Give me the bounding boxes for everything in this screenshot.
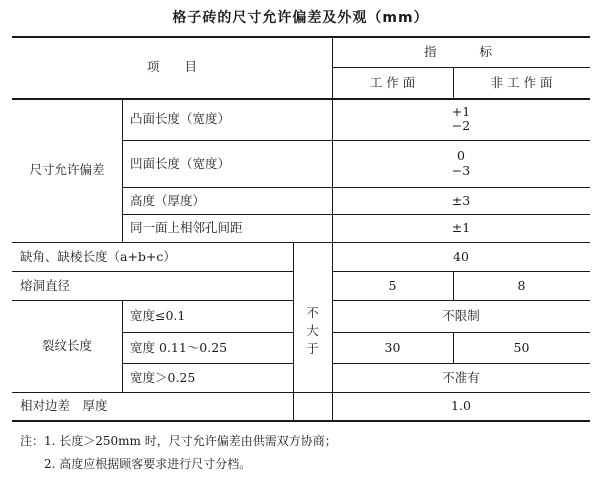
- row-crack-2-nonworking: 50: [513, 339, 530, 355]
- convex-plus: +1: [451, 103, 471, 119]
- row-crack-3-label: 宽度＞0.25: [130, 369, 196, 385]
- header-indicator: 指 标: [423, 43, 498, 59]
- header-item: 项 目: [146, 59, 197, 75]
- row-convex-label: 凸面长度（宽度）: [130, 111, 231, 127]
- row-melt-nonworking: 8: [517, 277, 526, 293]
- header-working-face: 工 作 面: [369, 74, 416, 90]
- table-notes: [20, 430, 590, 476]
- note-1: 注：1. 长度＞250mm 时，尺寸允许偏差由供需双方协商；: [20, 434, 337, 448]
- row-melt-label: 熔洞直径: [20, 277, 71, 293]
- rule-bottom: [12, 420, 590, 422]
- group-crack-length: 裂纹长度: [41, 338, 92, 354]
- spec-table: [12, 36, 590, 422]
- row-crack-1-value: 不限制: [442, 308, 480, 324]
- table-title: 格子砖的尺寸允许偏差及外观（mm）: [172, 10, 429, 26]
- concave-upper: 0: [457, 148, 465, 164]
- row-crack-3-value: 不准有: [442, 369, 480, 385]
- note-2: 2. 高度应根据顾客要求进行尺寸分档。: [20, 457, 252, 471]
- group-size-tolerance: 尺寸允许偏差: [29, 162, 105, 178]
- row-edge-diff-label: 相对边差 厚度: [20, 398, 108, 414]
- row-convex-value: [332, 98, 590, 140]
- row-melt-working: 5: [388, 277, 397, 293]
- row-hole-spacing-label: 同一面上相邻孔间距: [130, 220, 243, 236]
- convex-minus: −2: [451, 118, 471, 133]
- not-greater-char-1: 不: [306, 304, 319, 320]
- header-nonworking-face: 非 工 作 面: [490, 74, 553, 90]
- row-crack-2-label: 宽度 0.11～0.25: [130, 339, 228, 355]
- row-crack-2-working: 30: [384, 339, 401, 355]
- row-crack-1-label: 宽度≤0.1: [130, 308, 186, 324]
- row-corner-value: 40: [453, 248, 469, 264]
- row-corner-label: 缺角、缺棱长度（a+b+c）: [20, 248, 176, 264]
- row-concave-value: [332, 140, 590, 187]
- row-height-value: ±3: [451, 192, 471, 208]
- row-height-label: 高度（厚度）: [130, 192, 206, 208]
- not-greater-than-label: [293, 242, 332, 420]
- concave-lower: −3: [451, 162, 471, 178]
- row-edge-diff-value: 1.0: [451, 398, 471, 414]
- row-concave-label: 凹面长度（宽度）: [130, 155, 231, 171]
- not-greater-char-2: 大: [306, 322, 319, 338]
- not-greater-char-3: 于: [306, 341, 319, 357]
- row-hole-spacing-value: ±1: [451, 220, 471, 236]
